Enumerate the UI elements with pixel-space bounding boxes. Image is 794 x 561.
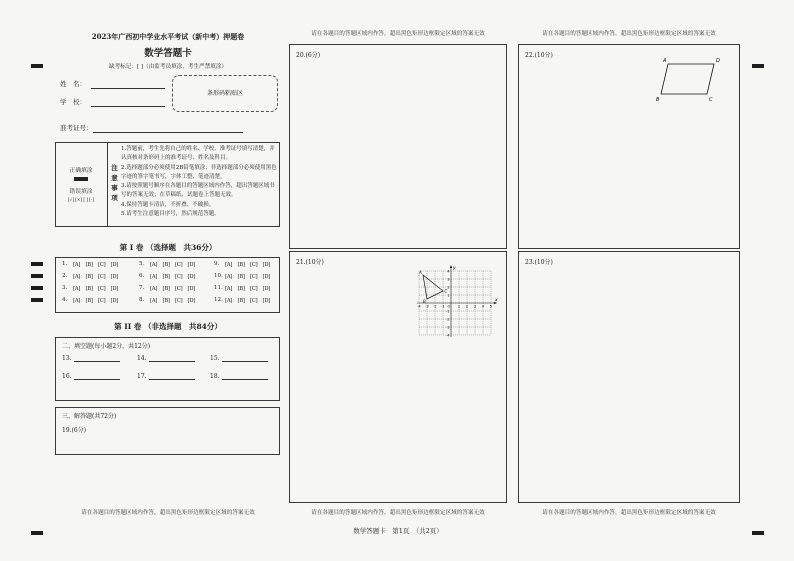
answer-line xyxy=(74,356,120,362)
option-bubble: [A] xyxy=(225,297,233,304)
answer-line xyxy=(222,374,268,380)
card-subtitle: 数学答题卡 xyxy=(144,48,192,59)
question-number: 11. xyxy=(214,285,223,291)
option-bubble: [A] xyxy=(73,285,81,292)
coordinate-grid-figure xyxy=(410,264,500,342)
y-tick-label: -2 xyxy=(446,317,450,322)
question-number: 9. xyxy=(214,261,220,267)
fill-blank-number: 18. xyxy=(210,373,220,380)
name-label: 姓 名： xyxy=(60,80,86,88)
answer-area-notice: 请在各题目的答题区域内作答，超出黑色矩形边框限定区域的答案无效 xyxy=(542,31,716,37)
part2-title: 第 II 卷 （非选择题 共84分） xyxy=(114,322,222,331)
option-bubble: [B] xyxy=(237,285,245,292)
instruction-item: 1.答题前，考生先将自己的姓名、学校、准考证号填写清楚，并认真核对条形码上的准考证号、姓名及科目。 xyxy=(121,146,275,162)
x-tick-label: -2 xyxy=(433,304,437,309)
option-bubble: [A] xyxy=(73,297,81,304)
answer-area-notice: 请在各题目的答题区域内作答，超出黑色矩形边框限定区域的答案无效 xyxy=(542,510,716,516)
option-bubble: [D] xyxy=(262,297,271,304)
question-20-box xyxy=(289,44,507,249)
option-bubble: [D] xyxy=(110,261,119,268)
y-tick-label: -3 xyxy=(446,325,450,330)
multiple-choice-box xyxy=(55,257,280,313)
fill-blank-number: 15. xyxy=(210,355,220,362)
question-20-label: 20.(6分) xyxy=(296,52,321,59)
x-tick-label: 3 xyxy=(473,304,477,309)
fill-blank-number: 14. xyxy=(137,355,147,362)
vertex-label: D xyxy=(716,58,720,64)
origin-label: O xyxy=(447,304,451,309)
option-bubble: [A] xyxy=(73,273,81,280)
wrong-fill-samples: [√] [×] [ ] [-] xyxy=(68,197,94,202)
x-tick-label: 1 xyxy=(457,304,461,309)
question-number: 3. xyxy=(62,285,68,291)
vertex-label: B xyxy=(656,97,660,103)
option-bubble: [D] xyxy=(187,273,196,280)
option-bubble: [A] xyxy=(150,285,158,292)
answer-line xyxy=(222,356,268,362)
y-axis-label: y xyxy=(453,266,456,271)
option-bubble: [B] xyxy=(237,261,245,268)
option-bubble: [A] xyxy=(73,261,81,268)
instructions-divider xyxy=(107,142,108,227)
option-bubble: [D] xyxy=(187,285,196,292)
x-tick-label: 2 xyxy=(465,304,469,309)
option-bubble: [D] xyxy=(110,297,119,304)
solve-box xyxy=(55,407,280,455)
option-bubble: [D] xyxy=(187,297,196,304)
school-label: 学 校： xyxy=(60,98,86,106)
option-bubble: [C] xyxy=(98,261,106,268)
x-axis-label: x xyxy=(495,298,498,303)
notes-heading-char: 注 xyxy=(111,164,118,172)
option-bubble: [C] xyxy=(175,285,183,292)
instructions-text xyxy=(121,145,277,219)
timing-mark xyxy=(31,262,43,266)
instruction-item: 4.保持答题卡清洁，不折叠、不破损。 xyxy=(121,201,215,208)
option-bubble: [B] xyxy=(162,261,170,268)
option-bubble: [C] xyxy=(175,261,183,268)
answer-line xyxy=(74,374,120,380)
option-bubble: [C] xyxy=(98,273,106,280)
exam-id-label: 准考证号： xyxy=(60,124,93,132)
correct-fill-label: 正确填涂 xyxy=(69,168,93,174)
notes-heading-char: 意 xyxy=(111,174,118,182)
x-tick-label: 4 xyxy=(481,304,485,309)
solve-title: 三、解答题(共72分) xyxy=(62,413,117,420)
x-tick-label: -4 xyxy=(417,304,421,309)
option-bubble: [C] xyxy=(98,285,106,292)
option-bubble: [A] xyxy=(225,285,233,292)
timing-mark xyxy=(31,274,43,278)
option-bubble: [B] xyxy=(162,297,170,304)
option-bubble: [B] xyxy=(85,273,93,280)
option-bubble: [D] xyxy=(110,273,119,280)
name-field-line xyxy=(91,88,165,89)
point-label: A xyxy=(419,270,422,275)
timing-mark xyxy=(31,64,43,68)
question-number: 5. xyxy=(139,261,145,267)
fill-blank-item xyxy=(137,355,195,362)
y-axis-arrow xyxy=(450,265,453,268)
x-tick-label: -1 xyxy=(441,304,445,309)
fill-blank-item xyxy=(137,373,195,380)
timing-mark xyxy=(752,531,764,535)
question-23-box xyxy=(518,251,740,503)
option-bubble: [A] xyxy=(150,273,158,280)
y-tick-label: 2 xyxy=(447,285,450,290)
y-tick-label: 1 xyxy=(447,293,450,298)
absent-mark-note: 缺考标记：[ ]（由监考员填涂，考生严禁填涂） xyxy=(108,64,228,70)
option-bubble: [A] xyxy=(150,261,158,268)
instruction-item: 2.选择题部分必须使用2B铅笔填涂；非选择题部分必须使用黑色字迹的签字笔书写，字体工整、笔迹清楚。 xyxy=(121,164,277,180)
option-bubble: [B] xyxy=(85,297,93,304)
option-bubble: [C] xyxy=(250,261,258,268)
fill-blank-number: 16. xyxy=(62,373,72,380)
parallelogram-figure xyxy=(650,54,725,104)
exam-title: 2023年广西初中学业水平考试（新中考）押题卷 xyxy=(91,32,245,41)
notes-heading-char: 项 xyxy=(111,194,118,202)
timing-mark xyxy=(31,531,43,535)
option-bubble: [D] xyxy=(262,285,271,292)
answer-line xyxy=(149,356,195,362)
school-field-line xyxy=(91,106,165,107)
vertex-label: C xyxy=(709,97,713,103)
wrong-fill-label: 错误填涂 xyxy=(69,189,93,195)
point-label: C xyxy=(444,288,448,294)
question-number: 7. xyxy=(139,285,145,291)
point-label: B xyxy=(423,299,426,304)
question-22-label: 22.(10分) xyxy=(525,52,553,59)
answer-area-notice: 请在各题目的答题区域内作答，超出黑色矩形边框限定区域的答案无效 xyxy=(311,31,485,37)
x-tick-label: 5 xyxy=(489,304,493,309)
question-21-label: 21.(10分) xyxy=(296,259,324,266)
option-bubble: [C] xyxy=(175,297,183,304)
fill-blank-item xyxy=(210,355,268,362)
question-number: 4. xyxy=(62,297,68,303)
option-bubble: [B] xyxy=(85,285,93,292)
notes-heading-char: 事 xyxy=(111,184,118,192)
fill-blank-title: 二、填空题(每小题2分，共12分) xyxy=(62,343,151,350)
question-number: 1. xyxy=(62,261,68,267)
page-footer: 数学答题卡 第1页 （共2页） xyxy=(353,527,443,535)
option-bubble: [A] xyxy=(150,297,158,304)
question-23-label: 23.(10分) xyxy=(525,259,553,266)
fill-blank-number: 17. xyxy=(137,373,147,380)
option-bubble: [C] xyxy=(98,297,106,304)
option-bubble: [D] xyxy=(262,261,271,268)
option-bubble: [B] xyxy=(237,273,245,280)
instruction-item: 3.请按照题号顺序在各题目的答题区域内作答，超出答题区域书写的答案无效；在草稿纸、试题卷上答题无效。 xyxy=(121,183,275,199)
option-bubble: [D] xyxy=(110,285,119,292)
fill-blank-number: 13. xyxy=(62,355,72,362)
barcode-label: 条形码粘贴区 xyxy=(206,90,243,97)
timing-mark xyxy=(752,64,764,68)
option-bubble: [A] xyxy=(225,261,233,268)
option-bubble: [B] xyxy=(237,297,245,304)
answer-area-notice: 请在各题目的答题区域内作答，超出黑色矩形边框限定区域的答案无效 xyxy=(81,510,255,516)
timing-mark xyxy=(31,298,43,302)
question-number: 10. xyxy=(214,273,223,279)
question-number: 12. xyxy=(214,297,223,303)
y-tick-label: 4 xyxy=(447,269,450,274)
y-tick-label: -4 xyxy=(446,333,450,338)
option-bubble: [B] xyxy=(85,261,93,268)
option-bubble: [C] xyxy=(250,273,258,280)
option-bubble: [D] xyxy=(187,261,196,268)
question-19-label: 19.(6分) xyxy=(62,427,87,434)
option-bubble: [C] xyxy=(250,285,258,292)
answer-area-notice: 请在各题目的答题区域内作答，超出黑色矩形边框限定区域的答案无效 xyxy=(311,510,485,516)
exam-id-field-line xyxy=(93,132,243,133)
question-number: 6. xyxy=(139,273,145,279)
fill-blank-item xyxy=(62,355,120,362)
parallelogram-shape xyxy=(661,64,714,94)
option-bubble: [B] xyxy=(162,285,170,292)
answer-line xyxy=(149,374,195,380)
option-bubble: [C] xyxy=(250,297,258,304)
option-bubble: [A] xyxy=(225,273,233,280)
timing-mark xyxy=(31,286,43,290)
y-tick-label: 3 xyxy=(447,277,450,282)
correct-fill-sample xyxy=(74,177,88,181)
fill-blank-box xyxy=(55,337,280,401)
notes-heading xyxy=(110,163,119,203)
vertex-label: A xyxy=(663,58,667,64)
option-bubble: [C] xyxy=(175,273,183,280)
instruction-item: 5.请考生注意题目序号，然后规范答题。 xyxy=(121,211,220,218)
barcode-area xyxy=(172,75,278,112)
part1-title: 第 I 卷 （选择题 共36分） xyxy=(119,243,217,252)
question-number: 2. xyxy=(62,273,68,279)
question-number: 8. xyxy=(139,297,145,303)
x-tick-label: -3 xyxy=(425,304,429,309)
fill-blank-item xyxy=(210,373,268,380)
fill-blank-item xyxy=(62,373,120,380)
option-bubble: [B] xyxy=(162,273,170,280)
y-tick-label: -1 xyxy=(446,309,450,314)
option-bubble: [D] xyxy=(262,273,271,280)
